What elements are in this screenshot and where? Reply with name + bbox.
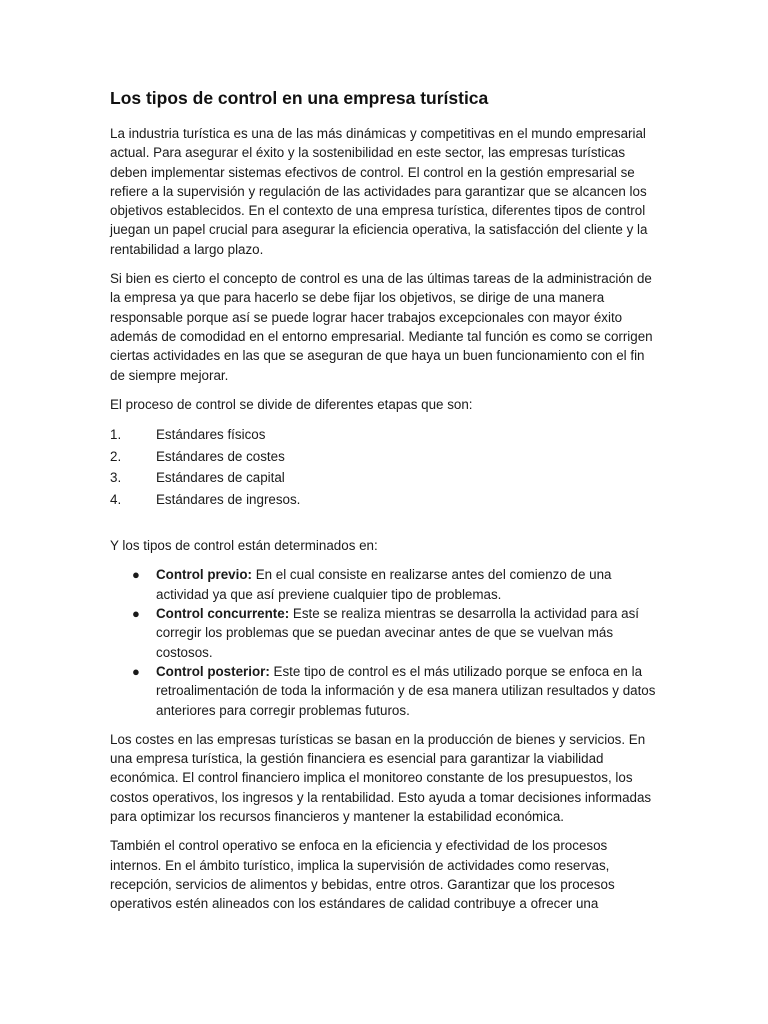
list-item [110,604,658,662]
list-item-term: Control posterior: [156,663,270,679]
list-number: 2. [110,448,122,464]
list-item-text: Estándares de costes [156,448,285,464]
paragraph-types-intro: Y los tipos de control están determinados en: [110,538,378,554]
document-page [110,86,658,924]
document-title: Los tipos de control en una empresa turística [110,88,489,108]
list-item-text: Este tipo de control es el más utilizado porque se enfoca en la retroalimentación de toda la información y de esa manera utilizan resultados y datos anteriores para corregir problemas futuros. [156,663,656,718]
list-item [110,489,658,511]
standards-list [110,424,658,510]
list-item-text: Estándares físicos [156,427,266,443]
paragraph-concept: Si bien es cierto el concepto de control es una de las últimas tareas de la administración de la empresa ya que para hacerlo se debe fijar los objetivos, se dirige de una manera responsable porque así se puede lograr hacer trabajos excepcionales con mayor éxito además de comodidad en el entorno empresarial. Mediante tal función es como se corrigen ciertas actividades en las que se aseguran de que haya un buen funcionamiento con el fin de siempre mejorar. [110,271,653,383]
bullet-icon: ● [132,567,140,583]
control-types-list [110,565,658,719]
list-item [110,565,658,604]
list-item-text: Este se realiza mientras se desarrolla la actividad para así corregir los problemas que se puedan avecinar antes de que se vuelvan más costosos. [156,606,639,660]
list-number: 1. [110,427,122,443]
list-number: 3. [110,470,122,486]
list-item [110,467,658,489]
list-item [110,662,658,720]
list-item-term: Control previo: [156,567,252,583]
list-item [110,446,658,468]
paragraph-intro: La industria turística es una de las más dinámicas y competitivas en el mundo empresarial actual. Para asegurar el éxito y la sostenibilidad en este sector, las empresas turísticas deben implementar sistemas efectivos de control. El control en la gestión empresarial se refiere a la supervisión y regulación de las actividades para garantizar que se alcancen los objetivos establecidos. En el contexto de una empresa turística, diferentes tipos de control juegan un papel crucial para asegurar la eficiencia operativa, la satisfacción del cliente y la rentabilidad a largo plazo. [110,126,648,257]
bullet-icon: ● [132,606,140,622]
list-number: 4. [110,491,122,507]
list-item-text: En el cual consiste en realizarse antes del comienzo de una actividad ya que así previene cualquier tipo de problemas. [156,567,612,602]
list-item-term: Control concurrente: [156,606,290,622]
list-item-text: Estándares de ingresos. [156,491,301,507]
list-item [110,424,658,446]
paragraph-operational-control: También el control operativo se enfoca en la eficiencia y efectividad de los procesos internos. En el ámbito turístico, implica la supervisión de actividades como reservas, recepción, servicios de alimentos y bebidas, entre otros. Garantizar que los procesos operativos estén alineados con los estándares de calidad contribuye a ofrecer una [110,838,615,912]
list-item-text: Estándares de capital [156,470,285,486]
paragraph-costs: Los costes en las empresas turísticas se basan en la producción de bienes y servicios. En una empresa turística, la gestión financiera es esencial para garantizar la viabilidad económica. El control financiero implica el monitoreo constante de los presupuestos, los costos operativos, los ingresos y la rentabilidad. Esto ayuda a tomar decisiones informadas para optimizar los recursos financieros y mantener la estabilidad económica. [110,731,652,825]
bullet-icon: ● [132,663,140,679]
paragraph-process: El proceso de control se divide de diferentes etapas que son: [110,396,473,412]
